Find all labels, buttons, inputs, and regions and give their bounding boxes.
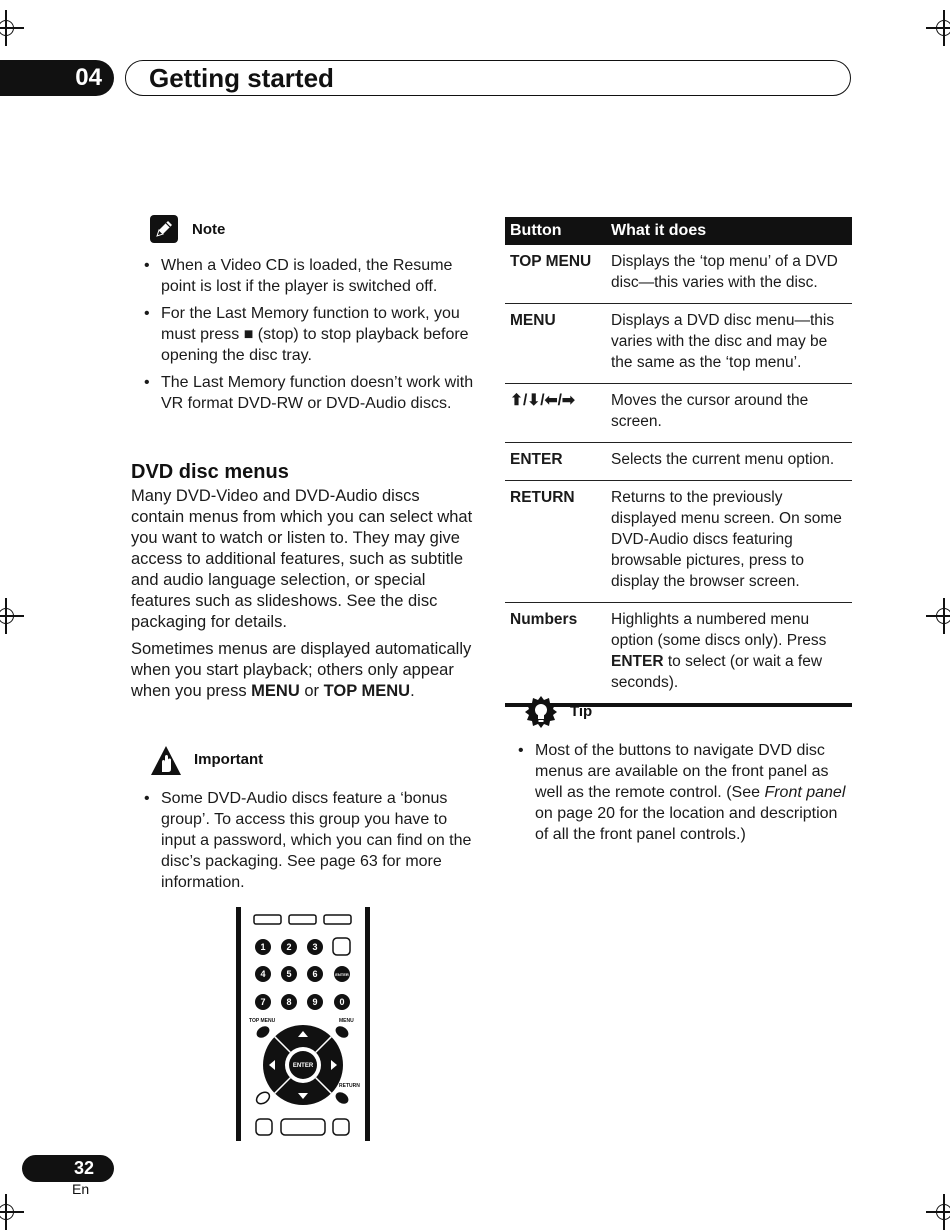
table-cell-button: Numbers	[505, 603, 606, 706]
tip-list	[505, 740, 853, 851]
table-header-what-it-does: What it does	[606, 217, 852, 245]
remote-digit: 3	[312, 942, 318, 952]
table-cell-button: MENU	[505, 304, 606, 384]
table-header-row	[505, 217, 852, 245]
top-menu-button-ref: TOP MENU	[323, 682, 411, 700]
tip-item: • Most of the buttons to navigate DVD disc menus are available on the front panel as well as the remote control. (See Front panel on page 20 for the location and description of all the front panel controls.)	[505, 740, 853, 845]
note-item: • For the Last Memory function to work, you must press ■ (stop) to stop playback before opening the disc tray.	[131, 303, 477, 366]
crop-mark-top-right	[932, 16, 950, 40]
table-row	[505, 304, 852, 384]
table-cell-button: TOP MENU	[505, 245, 606, 304]
crop-mark-mid-right	[932, 604, 950, 628]
crop-mark-mid-left	[0, 604, 18, 628]
chapter-number: 04	[75, 64, 102, 91]
hand-warning-icon	[150, 745, 182, 777]
remote-digit: 0	[339, 997, 345, 1007]
table-header-button: Button	[505, 217, 606, 245]
important-list	[131, 788, 477, 899]
page-language: En	[72, 1181, 90, 1197]
paragraph: Many DVD-Video and DVD-Audio discs contain menus from which you can select what you want to watch or listen to. They may give access to additional features, such as subtitle and audio language selection, or special features such as slideshows. See the disc packaging for details.	[131, 487, 473, 631]
remote-control-illustration	[235, 907, 371, 1141]
remote-enter-label: ENTER	[292, 1063, 314, 1069]
crop-mark-bottom-right	[932, 1200, 950, 1224]
paragraph: Sometimes menus are displayed automatically when you start playback; others only appear when you press MENU or TOP MENU.	[131, 640, 472, 700]
table-cell-button: ENTER	[505, 443, 606, 481]
section-heading: DVD disc menus	[131, 461, 289, 483]
lightbulb-tip-icon	[524, 695, 558, 729]
note-item: • The Last Memory function doesn’t work with VR format DVD-RW or DVD-Audio discs.	[131, 372, 477, 414]
enter-button-ref: ENTER	[611, 653, 664, 670]
table-row	[505, 245, 852, 304]
table-cell-button: ⬆/⬇/⬅/➡	[505, 384, 606, 443]
remote-top-menu-label: TOP MENU	[249, 1018, 276, 1024]
crop-mark-bottom-left	[0, 1200, 18, 1224]
tip-label: Tip	[570, 703, 593, 720]
important-label: Important	[194, 751, 264, 768]
section-body	[131, 486, 477, 708]
important-item: • Some DVD-Audio discs feature a ‘bonus group’. To access this group you have to input a password, which you can find on the disc’s packaging. See page 63 for more information.	[131, 788, 477, 893]
note-item: • When a Video CD is loaded, the Resume point is lost if the player is switched off.	[131, 255, 477, 297]
table-cell-description: Displays the ‘top menu’ of a DVD disc—this varies with the disc.	[606, 245, 852, 304]
remote-digit: 1	[260, 942, 266, 952]
table-cell-description: Moves the cursor around the screen.	[606, 384, 852, 443]
table-cell-button: RETURN	[505, 481, 606, 603]
front-panel-ref: Front panel	[764, 784, 846, 801]
table-cell-description: Highlights a numbered menu option (some discs only). Press ENTER to select (or wait a few seconds).	[606, 603, 852, 706]
button-function-table	[505, 217, 852, 707]
menu-button-ref: MENU	[251, 682, 300, 700]
remote-enter-small-label: ENTER	[335, 972, 349, 977]
note-list	[131, 255, 477, 420]
table-cell-description: Returns to the previously displayed menu screen. On some DVD-Audio discs featuring browsable pictures, press to display the browser screen.	[606, 481, 852, 603]
remote-digit: 9	[312, 997, 318, 1007]
remote-menu-label: MENU	[339, 1018, 354, 1024]
table-row	[505, 481, 852, 603]
note-label: Note	[192, 221, 226, 238]
remote-digit: 8	[286, 997, 292, 1007]
chapter-title: Getting started	[149, 63, 334, 93]
table-row	[505, 384, 852, 443]
crop-mark-top-left	[0, 16, 18, 40]
table-cell-description: Displays a DVD disc menu—this varies with the disc and may be the same as the ‘top menu’.	[606, 304, 852, 384]
remote-digit: 6	[312, 969, 318, 979]
page-number: 32	[73, 1158, 94, 1178]
table-row	[505, 603, 852, 706]
table-cell-description: Selects the current menu option.	[606, 443, 852, 481]
remote-digit: 7	[260, 997, 266, 1007]
remote-digit: 2	[286, 942, 292, 952]
remote-digit: 5	[286, 969, 292, 979]
remote-return-label: RETURN	[339, 1083, 360, 1089]
remote-digit: 4	[260, 969, 266, 979]
pencil-note-icon	[150, 215, 178, 243]
table-row	[505, 443, 852, 481]
